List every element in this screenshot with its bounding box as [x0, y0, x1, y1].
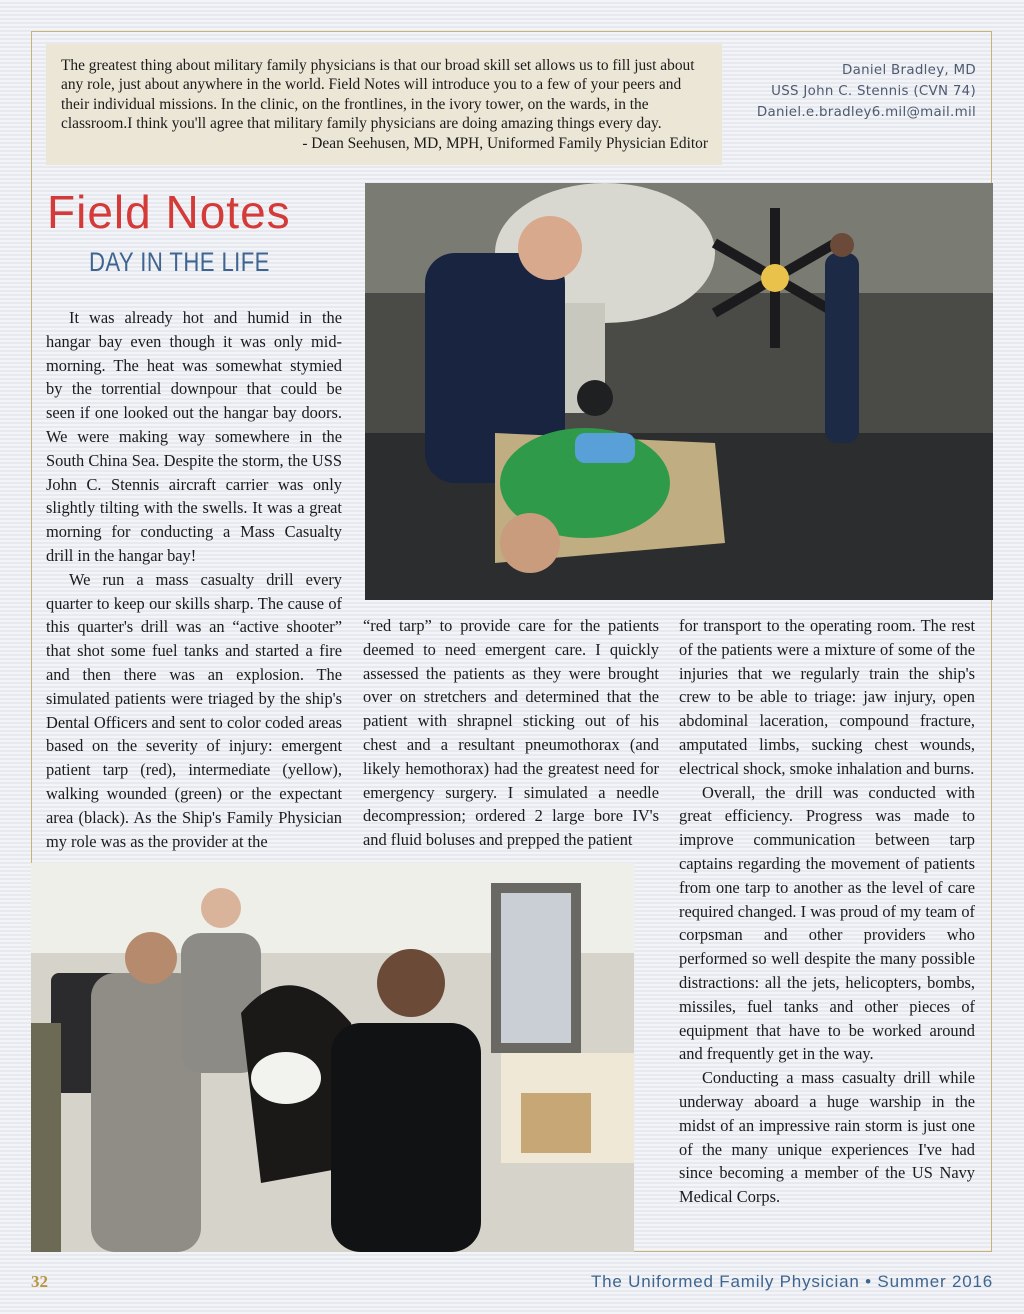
page-number: 32	[31, 1272, 48, 1291]
author-ship: USS John C. Stennis (CVN 74)	[771, 84, 976, 99]
author-email[interactable]: Daniel.e.bradley6.mil@mail.mil	[756, 105, 976, 120]
article-paragraph: It was already hot and humid in the hangar bay even though it was only mid-morning. The heat was somewhat stymied by the torrential downpour that could be seen if one looked out the hangar bay doors. We were making way somewhere in the South China Sea. Despite the storm, the USS John C. Stennis aircraft carrier was only slightly tilting with the swells. It was a great morning for conducting a Mass Casualty drill in the hangar bay!	[46, 308, 342, 565]
article-paragraph: Overall, the drill was conducted with great efficiency. Progress was made to improve communication between tarp captains regarding the movement of patients from one tarp to another as the level of care required changed. I was proud of my team of corpsman and other providers who performed so well despite the many possible distractions: all the jets, helicopters, bombs, missiles, fuel tanks and other pieces of equipment that have to be worked around and frequently get in the way.	[679, 782, 975, 1064]
hangar-drill-photo	[365, 183, 993, 600]
editor-intro-box	[46, 44, 722, 165]
section-subtitle: DAY IN THE LIFE	[89, 247, 270, 277]
editor-signature: - Dean Seehusen, MD, MPH, Uniformed Family Physician Editor	[302, 134, 708, 152]
article-paragraph: We run a mass casualty drill every quarter to keep our skills sharp. The cause of this quarter's drill was an “active shooter” that shot some fuel tanks and started a fire and then there was an explosion. The simulated patients were triaged by the ship's Dental Officers and sent to color coded areas based on the severity of injury: emergent patient tarp (red), intermediate (yellow), walking wounded (green) or the expectant area (black). As the Ship's Family Physician my role was as the provider at the	[46, 569, 342, 851]
article-column-2	[363, 614, 659, 852]
hangar-drill-illustration	[365, 183, 993, 600]
article-column-3	[679, 614, 975, 1209]
article-column-1	[46, 306, 342, 853]
author-byline	[757, 60, 976, 123]
working-dog-photo	[31, 863, 634, 1252]
publication-footer: The Uniformed Family Physician • Summer 2016	[590, 1272, 993, 1291]
article-paragraph: for transport to the operating room. The rest of the patients were a mixture of some of the injuries that we regularly train the ship's crew to be able to triage: jaw injury, open abdominal laceration, compound fracture, amputated limbs, sucking chest wounds, electrical shock, smoke inhalation and burns.	[679, 616, 975, 778]
article-paragraph: “red tarp” to provide care for the patients deemed to need emergent care. I quickly assessed the patients as they were brought over on stretchers and determined that the patient with shrapnel sticking out of his chest and a resultant pneumothorax (and likely hemothorax) had the greatest need for emergency surgery. I simulated a needle decompression; ordered 2 large bore IV's and fluid boluses and prepped the patient	[363, 616, 659, 850]
author-name: Daniel Bradley, MD	[842, 63, 976, 78]
article-paragraph: Conducting a mass casualty drill while underway aboard a huge warship in the midst of an impressive rain storm is just one of the many unique experiences I've had since becoming a member of the US Navy Medical Corps.	[679, 1068, 975, 1207]
working-dog-illustration	[31, 863, 634, 1252]
editor-quote: The greatest thing about military family physicians is that our broad skill set allows us to fill just about any role, just about anywhere in the world. Field Notes will introduce you to a few of your peers and their individual missions. In the clinic, on the frontlines, in the ivory tower, on the wards, in the classroom.I think you'll agree that military family physicians are doing amazing things every day.	[61, 57, 695, 133]
section-title: Field Notes	[47, 186, 291, 238]
